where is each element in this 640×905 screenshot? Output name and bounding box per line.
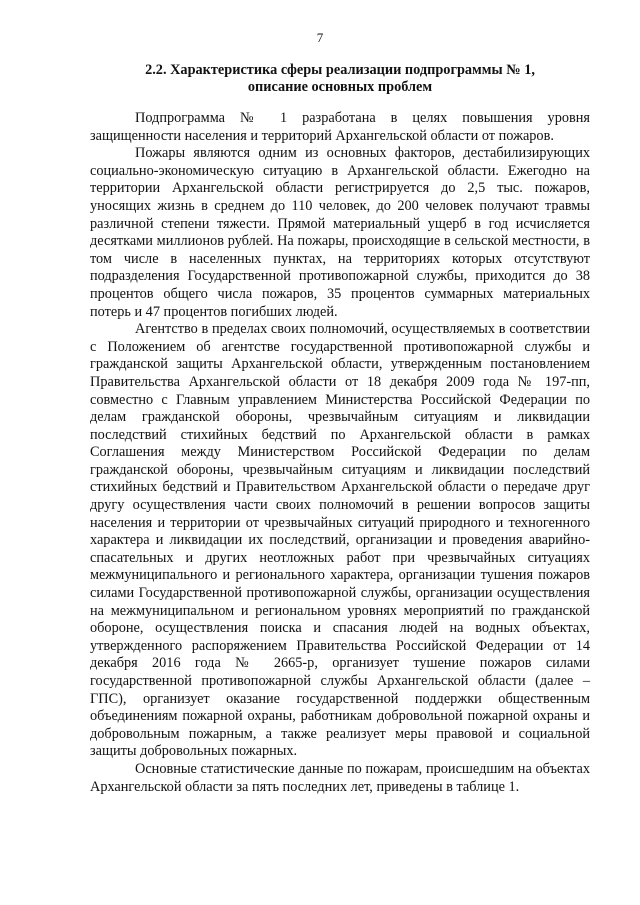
paragraph-purpose: Подпрограмма № 1 разработана в целях повышения уровня защищенности населения и территорий Архангельской области от пожаров.: [90, 110, 590, 144]
paragraph-fire-statistics: Пожары являются одним из основных факторов, дестабилизирующих социально-экономическую ситуацию в Архангельской области. Ежегодно на территории Архангельской области регистрируется до 2,5 тыс. пожаров, уносящих жизнь в среднем до 110 человек, до 200 человек получают травмы различной степени тяжести. Прямой материальный ущерб в год исчисляется десятками миллионов рублей. На пожары, происходящие в сельской местности, в том числе в населенных пунктах, на территориях которых отсутствуют подразделения Государственной противопожарной службы, приходится до 38 процентов общего числа пожаров, 35 процентов суммарных материальных потерь и 47 процентов погибших людей.: [90, 145, 590, 320]
body-text: [90, 110, 590, 796]
paragraph-agency-powers: Агентство в пределах своих полномочий, осуществляемых в соответствии с Положением об агентстве государственной противопожарной службы и гражданской защиты Архангельской области, утвержденным постановлением Правительства Архангельской области от 18 декабря 2009 года № 197-пп, совместно с Главным управлением Министерства Российской Федерации по делам гражданской обороны, чрезвычайным ситуациям и ликвидации последствий стихийных бедствий по Архангельской области в рамках Соглашения между Министерством Российской Федерации по делам гражданской обороны, чрезвычайным ситуациям и ликвидации последствий стихийных бедствий и Правительством Архангельской области о передаче друг другу осуществления части своих полномочий в решении вопросов защиты населения и территории от чрезвычайных ситуаций природного и техногенного характера и ликвидации их последствий, организации и проведения аварийно-спасательных и других неотложных работ при чрезвычайных ситуациях межмуниципального и регионального характера, организации тушения пожаров силами Государственной противопожарной службы, организации осуществления на межмуниципальном и региональном уровнях мероприятий по гражданской обороне, осуществления поиска и спасания людей на водных объектах, утвержденного распоряжением Правительства Российской Федерации от 14 декабря 2016 года № 2665-р, организует тушение пожаров силами государственной противопожарной службы Архангельской области (далее – ГПС), организует оказание государственной поддержки общественным объединениям пожарной охраны, работникам добровольной пожарной охраны и добровольным пожарным, а также реализует меры правовой и социальной защиты добровольных пожарных.: [90, 321, 590, 760]
section-heading-line-1: 2.2. Характеристика сферы реализации подпрограммы № 1,: [145, 62, 535, 78]
section-heading: [90, 62, 590, 96]
paragraph-table-reference: Основные статистические данные по пожарам, происшедшим на объектах Архангельской области за пять последних лет, приведены в таблице 1.: [90, 760, 590, 795]
page-number: 7: [316, 30, 324, 45]
section-heading-line-2: описание основных проблем: [247, 79, 433, 95]
